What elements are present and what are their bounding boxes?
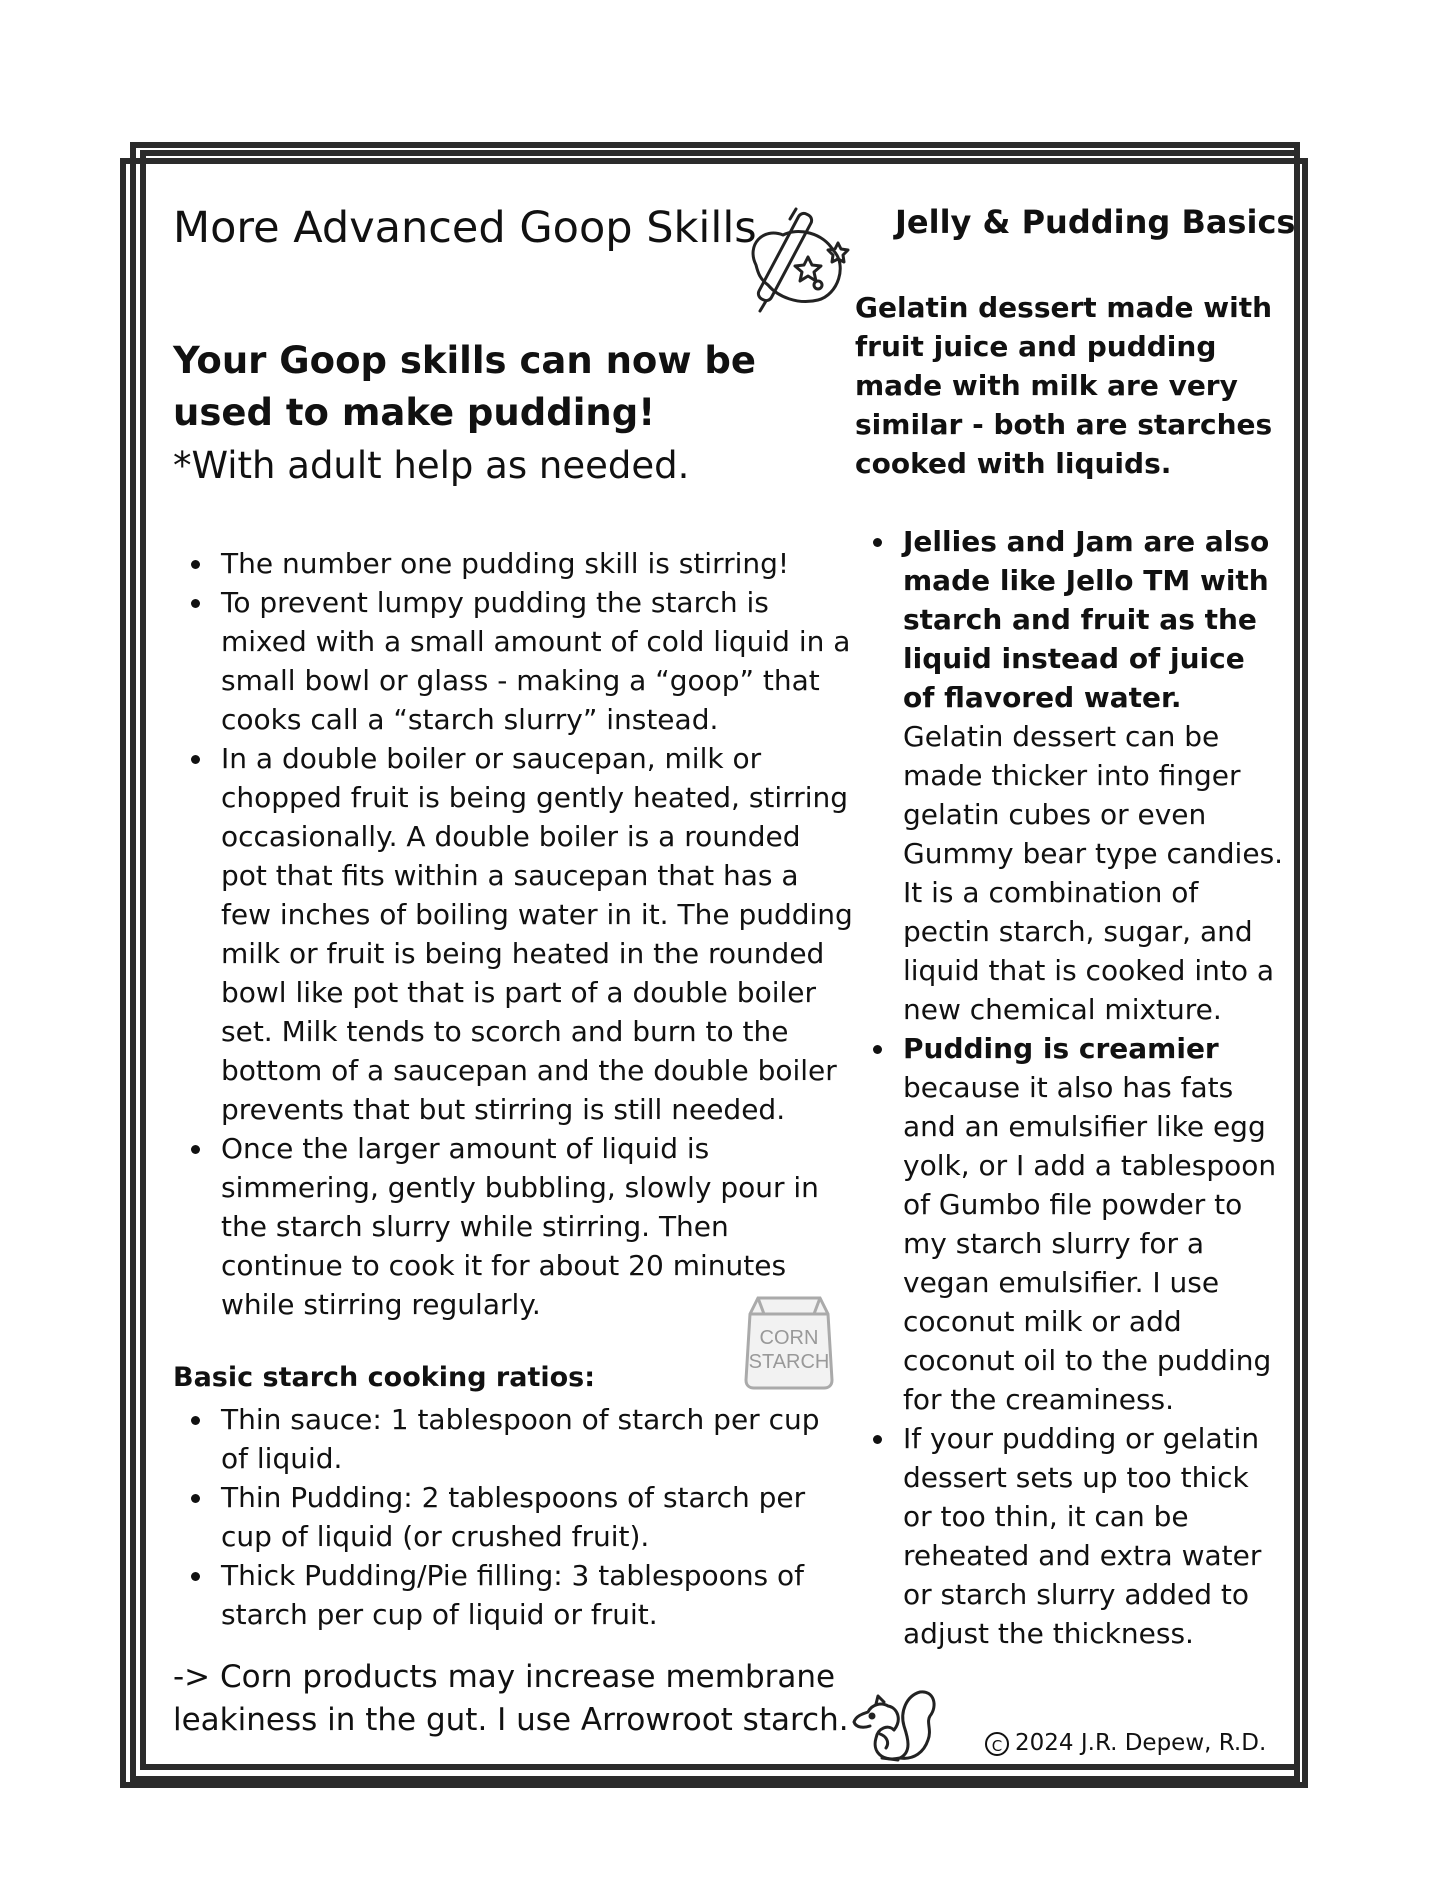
squirrel-icon <box>842 1672 942 1772</box>
list-item: The number one pudding skill is stirring! <box>173 544 853 583</box>
left-bullet-list <box>173 544 853 1324</box>
copyright-icon: C <box>985 1732 1009 1756</box>
copyright-notice <box>985 1730 1266 1756</box>
list-item <box>855 522 1285 1029</box>
bullet-bold-text: Pudding is creamier <box>903 1032 1219 1065</box>
subline: *With adult help as needed. <box>173 444 690 487</box>
list-item: Once the larger amount of liquid is simmering, gently bubbling, slowly pour in the starch slurry while stirring. Then continue to cook it for about 20 minutes while stirring regularly. <box>173 1129 853 1324</box>
bullet-text: Gelatin dessert can be made thicker into finger gelatin cubes or even Gummy bear type candies. It is a combination of pectin starch, sugar, and liquid that is cooked into a new chemical mixture. <box>903 720 1284 1026</box>
copyright-text: 2024 J.R. Depew, R.D. <box>1015 1730 1267 1756</box>
page-title: More Advanced Goop Skills <box>173 203 757 253</box>
right-column-title: Jelly & Pudding Basics <box>895 203 1296 241</box>
list-item: To prevent lumpy pudding the starch is mixed with a small amount of cold liquid in a small bowl or glass - making a “goop” that cooks call a “starch slurry” instead. <box>173 583 853 739</box>
list-item: Thick Pudding/Pie filling: 3 tablespoons of starch per cup of liquid or fruit. <box>173 1556 853 1634</box>
corn-label: CORN <box>759 1327 819 1349</box>
corn-starch-bag-icon <box>740 1294 838 1390</box>
right-bullet-list <box>855 522 1285 1653</box>
ratios-list <box>173 1400 853 1634</box>
ratios-title: Basic starch cooking ratios: <box>173 1362 596 1393</box>
bullet-text: If your pudding or gelatin dessert sets up too thick or too thin, it can be reheated and extra water or starch slurry added to adjust the thickness. <box>903 1422 1262 1650</box>
starch-label: STARCH <box>748 1351 830 1373</box>
list-item <box>855 1419 1285 1653</box>
footnote: -> Corn products may increase membrane leakiness in the gut. I use Arrowroot starch. <box>173 1659 849 1738</box>
list-item <box>855 1029 1285 1419</box>
headline: Your Goop skills can now be used to make pudding! <box>173 339 756 434</box>
bullet-text: because it also has fats and an emulsifier like egg yolk, or I add a tablespoon of Gumbo file powder to my starch slurry for a vegan emulsifier. I use coconut milk or add coconut oil to the pudding for the creaminess. <box>903 1071 1277 1416</box>
list-item: Thin Pudding: 2 tablespoons of starch per cup of liquid (or crushed fruit). <box>173 1478 853 1556</box>
bullet-bold-text: Jellies and Jam are also made like Jello TM with starch and fruit as the liquid instead of juice of flavored water. <box>903 525 1270 714</box>
right-intro-text: Gelatin dessert made with fruit juice and pudding made with milk are very similar - both are starches cooked with liquids. <box>855 291 1273 480</box>
list-item: Thin sauce: 1 tablespoon of starch per cup of liquid. <box>173 1400 853 1478</box>
list-item: In a double boiler or saucepan, milk or chopped fruit is being gently heated, stirring occasionally. A double boiler is a rounded pot that fits within a saucepan that has a few inches of boiling water in it. The pudding milk or fruit is being heated in the rounded bowl like pot that is part of a double boiler set. Milk tends to scorch and burn to the bottom of a saucepan and the double boiler prevents that but stirring is still needed. <box>173 739 853 1129</box>
rolling-pin-icon <box>738 205 858 315</box>
